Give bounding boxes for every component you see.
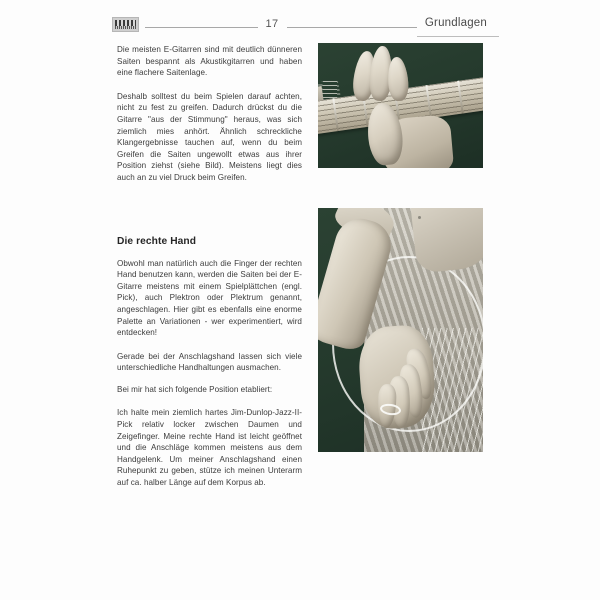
paragraph: Gerade bei der Anschlagshand lassen sich viele unterschiedliche Handhaltungen ausmachen. — [117, 351, 302, 373]
photo-picking-hand — [318, 208, 483, 452]
heading-spacer — [117, 196, 302, 236]
header-rule-under-title — [417, 36, 499, 37]
publisher-logo-icon — [112, 17, 139, 32]
logo-strip — [115, 26, 136, 29]
image-speck — [418, 216, 421, 219]
header-rule-left — [145, 27, 258, 28]
section-title: Grundlagen — [424, 17, 487, 29]
paragraph: Obwohl man natürlich auch die Finger der rechten Hand benutzen kann, werden die Saiten bei der E-Gitarre meistens mit einem Spielplättchen (engl. Pick), auch Plektron oder Plektrum genannt, angeschlagen. Hier gibt es ebenfalls eine enorme Palette an Variationen - wer experimentiert, wird entdecken! — [117, 258, 302, 338]
text-column — [117, 44, 302, 501]
header-rule-right — [287, 27, 417, 28]
section-heading: Die rechte Hand — [117, 235, 197, 247]
photo-fretting-hand — [318, 43, 483, 168]
running-header — [112, 16, 487, 36]
player-shoulder — [411, 208, 483, 274]
page-number: 17 — [265, 18, 279, 30]
paragraph: Ich halte mein ziemlich hartes Jim-Dunlop-Jazz-II-Pick relativ locker zwischen Daumen und Zeigefinger. Meine rechte Hand ist leicht geöffnet und die Anschläge kommen meistens aus dem Handgelenk. Um meiner Anschlagshand einen Ruhepunkt zu geben, stütze ich meinen Unterarm auf ca. halber Länge auf dem Korpus ab. — [117, 408, 302, 488]
paragraph: Deshalb solltest du beim Spielen darauf achten, nicht zu fest zu greifen. Dadurch drückst du die Gitarre "aus der Stimmung" heraus, was sich ziemlich mies anhört. Ähnlich schreckliche Klangergebnisse tauchen auf, wenn du beim Greifen die Saiten ungewollt etwas aus ihrer Position ziehst (siehe Bild). Meistens liegt dies auch an zu viel Druck beim Greifen. — [117, 91, 302, 182]
paragraph: Die meisten E-Gitarren sind mit deutlich dünneren Saiten bespannt als Akustikgitarren und haben eine flachere Saitenlage. — [117, 45, 302, 78]
paragraph-spacer — [117, 374, 302, 384]
paragraph: Bei mir hat sich folgende Position etabliert: — [117, 384, 273, 394]
